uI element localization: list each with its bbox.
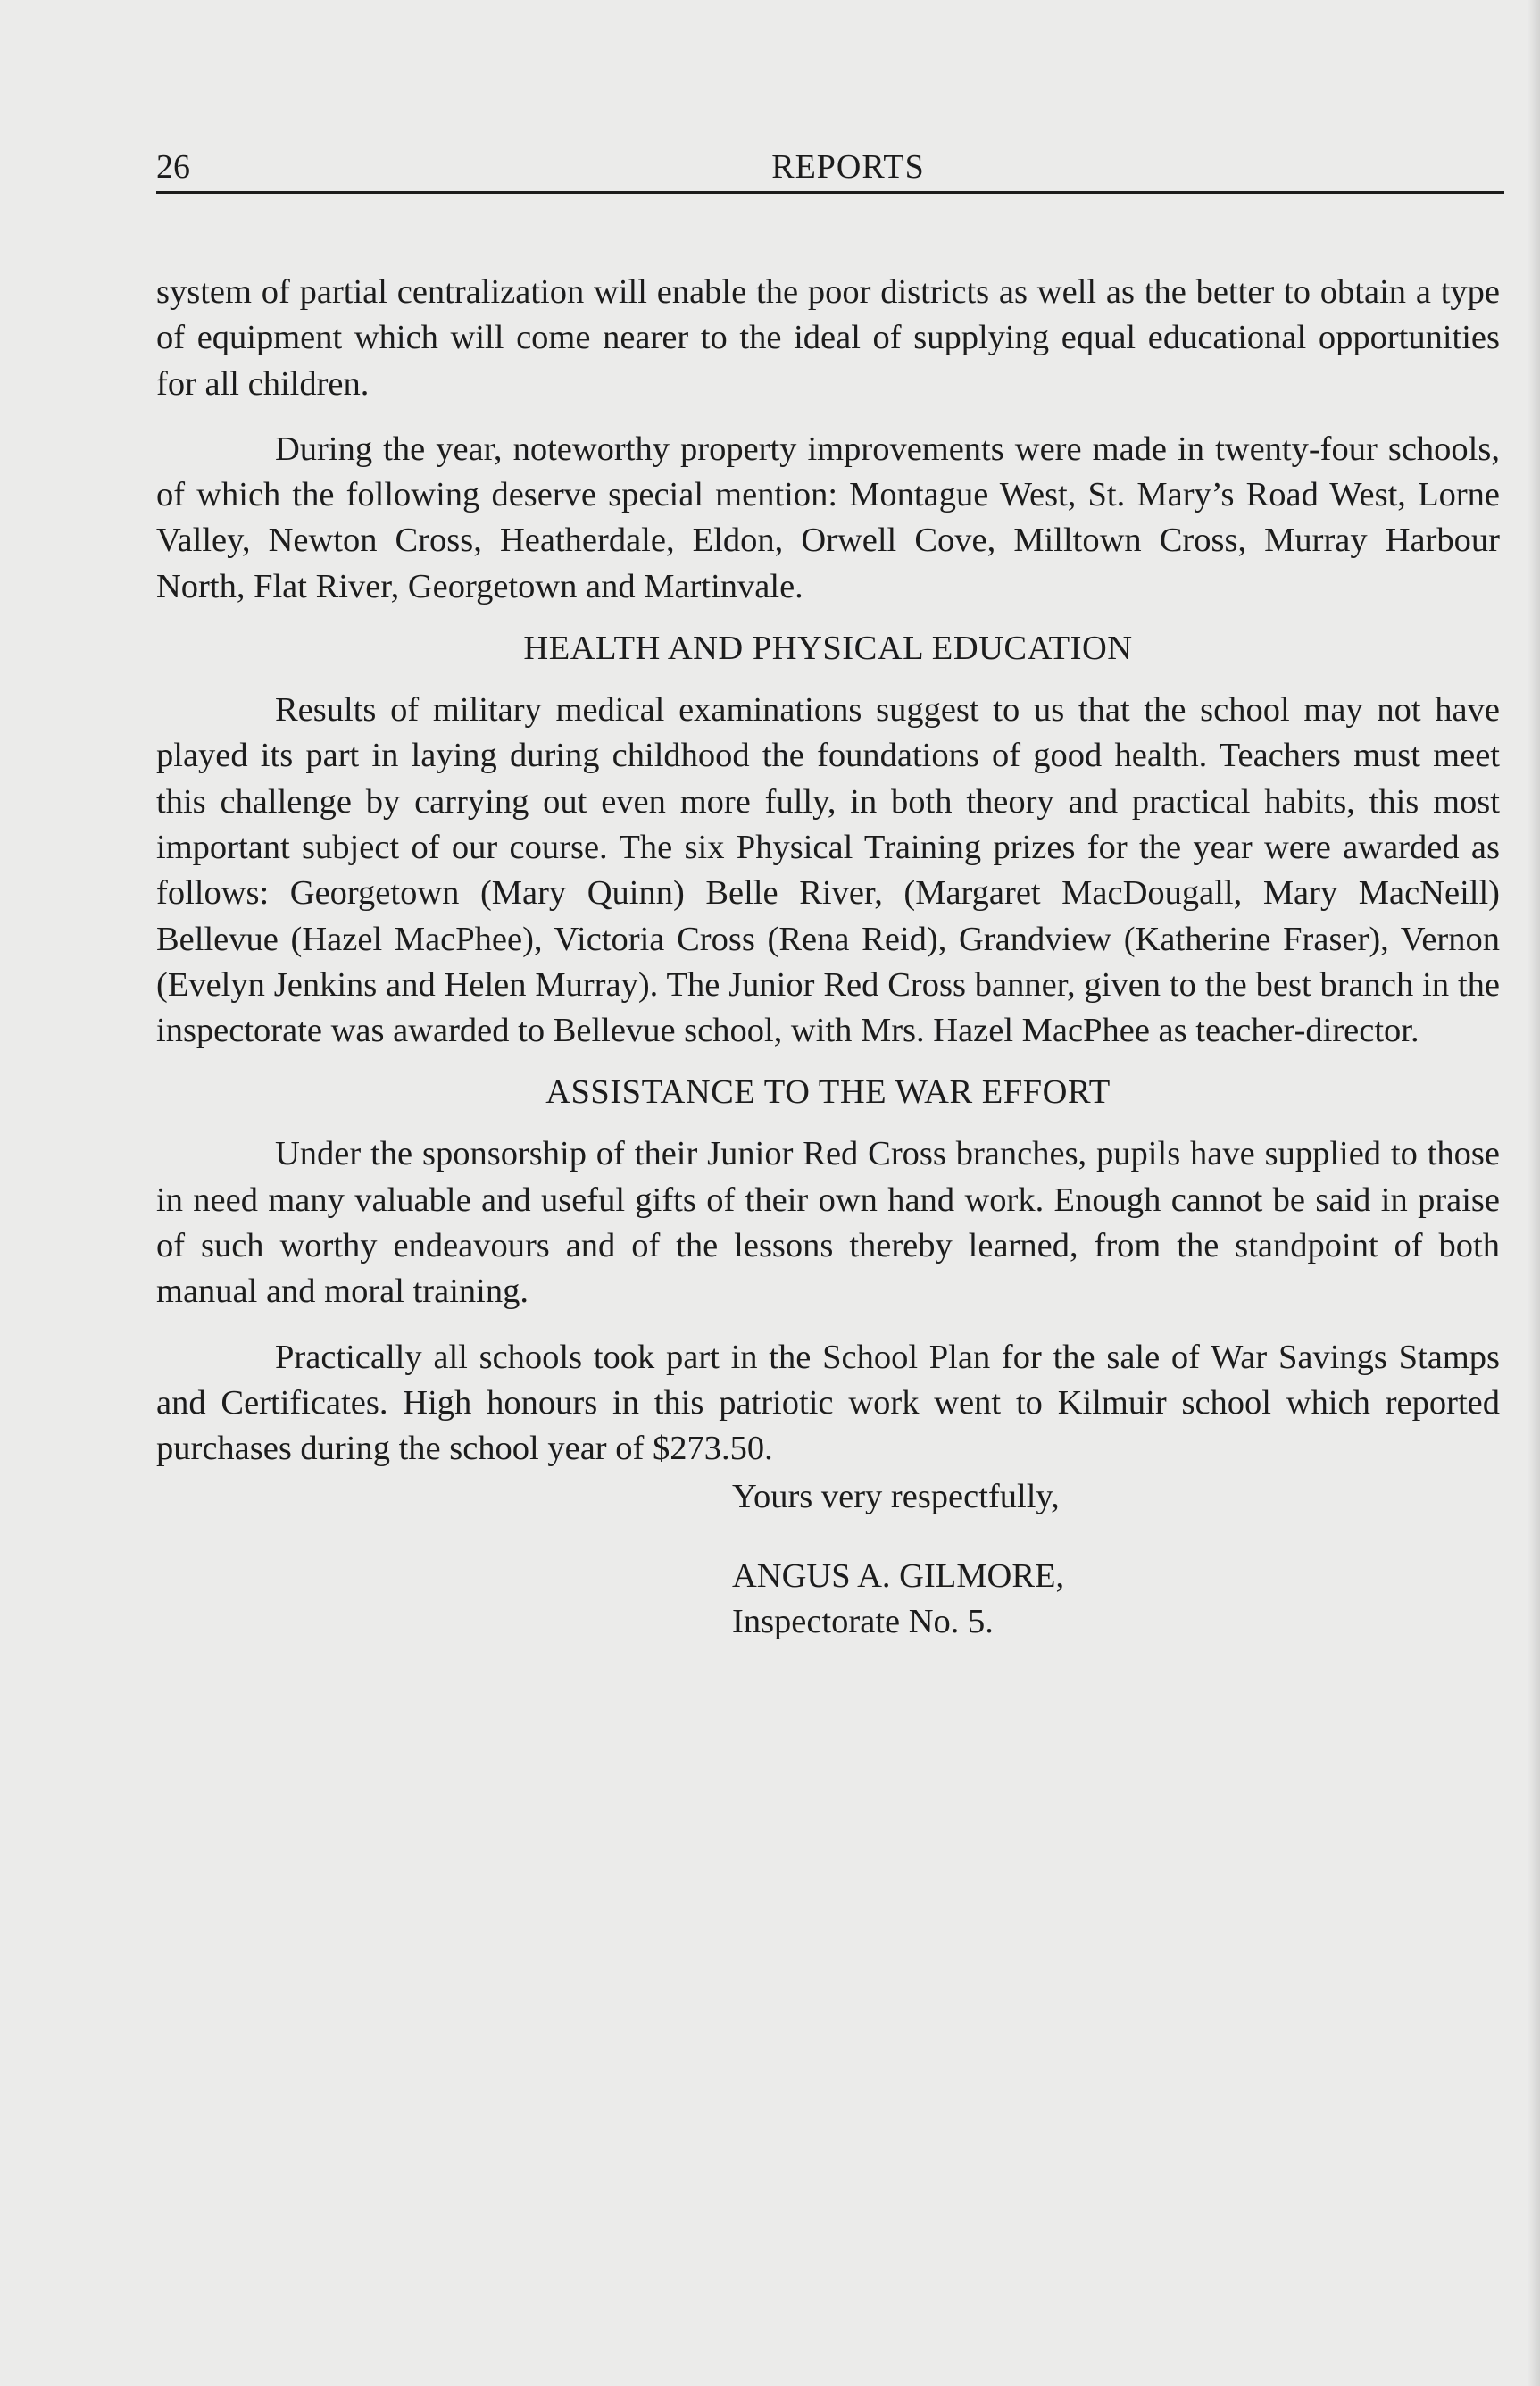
signatory-name: ANGUS A. GILMORE, xyxy=(732,1556,1065,1595)
signatory-title: Inspectorate No. 5. xyxy=(732,1602,994,1640)
page-header xyxy=(156,145,1504,194)
running-head: REPORTS xyxy=(771,148,925,186)
paragraph-red-cross-gifts: Under the sponsorship of their Junior Red Cross branches, pupils have supplied to those in need many valuable and useful gifts of their own hand work. Enough cannot be said in praise of such worthy endeavours and of the lessons thereby learned, from the standpoint of both manual and moral training. xyxy=(156,1135,1500,1311)
signature-block xyxy=(156,1554,1500,1645)
paragraph-property-improvements: During the year, noteworthy property improvements were made in twenty-four schools, of which the following deserve special mention: Montague West, St. Mary’s Road West, Lorne Valley, Newton Cross, Heatherdale, Eldon, Orwell Cove, Milltown Cross, Murray Harbour North, Flat River, Georgetown and Martinvale. xyxy=(156,430,1500,605)
report-body xyxy=(156,270,1500,1645)
section-heading-health: HEALTH AND PHYSICAL EDUCATION xyxy=(523,630,1133,668)
page-number: 26 xyxy=(156,148,190,186)
paragraph-centralization: system of partial centralization will enable the poor districts as well as the better to obtain a type of equipment which will come nearer to the ideal of supplying equal educational opportunities for all children. xyxy=(156,273,1500,403)
paragraph-health-education: Results of military medical examinations suggest to us that the school may not have played its part in laying during childhood the foundations of good health. Teachers must meet this challenge by carrying out even more fully, in both theory and practical habits, this most important subject of our course. The six Physical Training prizes for the year were awarded as follows: Georgetown (Mary Quinn) Belle River, (Margaret MacDougall, Mary MacNeill) Bellevue (Hazel MacPhee), Victoria Cross (Rena Reid), Grandview (Katherine Fraser), Vernon (Evelyn Jenkins and Helen Murray). The Junior Red Cross banner, given to the best branch in the inspectorate was awarded to Bellevue school, with Mrs. Hazel MacPhee as teacher-director. xyxy=(156,691,1500,1050)
section-heading-war-effort: ASSISTANCE TO THE WAR EFFORT xyxy=(545,1073,1111,1112)
closing-salutation: Yours very respectfully, xyxy=(732,1477,1060,1515)
paragraph-war-savings: Practically all schools took part in the School Plan for the sale of War Savings Stamps and Certificates. High honours in this patriotic work went to Kilmuir school which reported purchases during the school year of $273.50. xyxy=(156,1338,1500,1468)
